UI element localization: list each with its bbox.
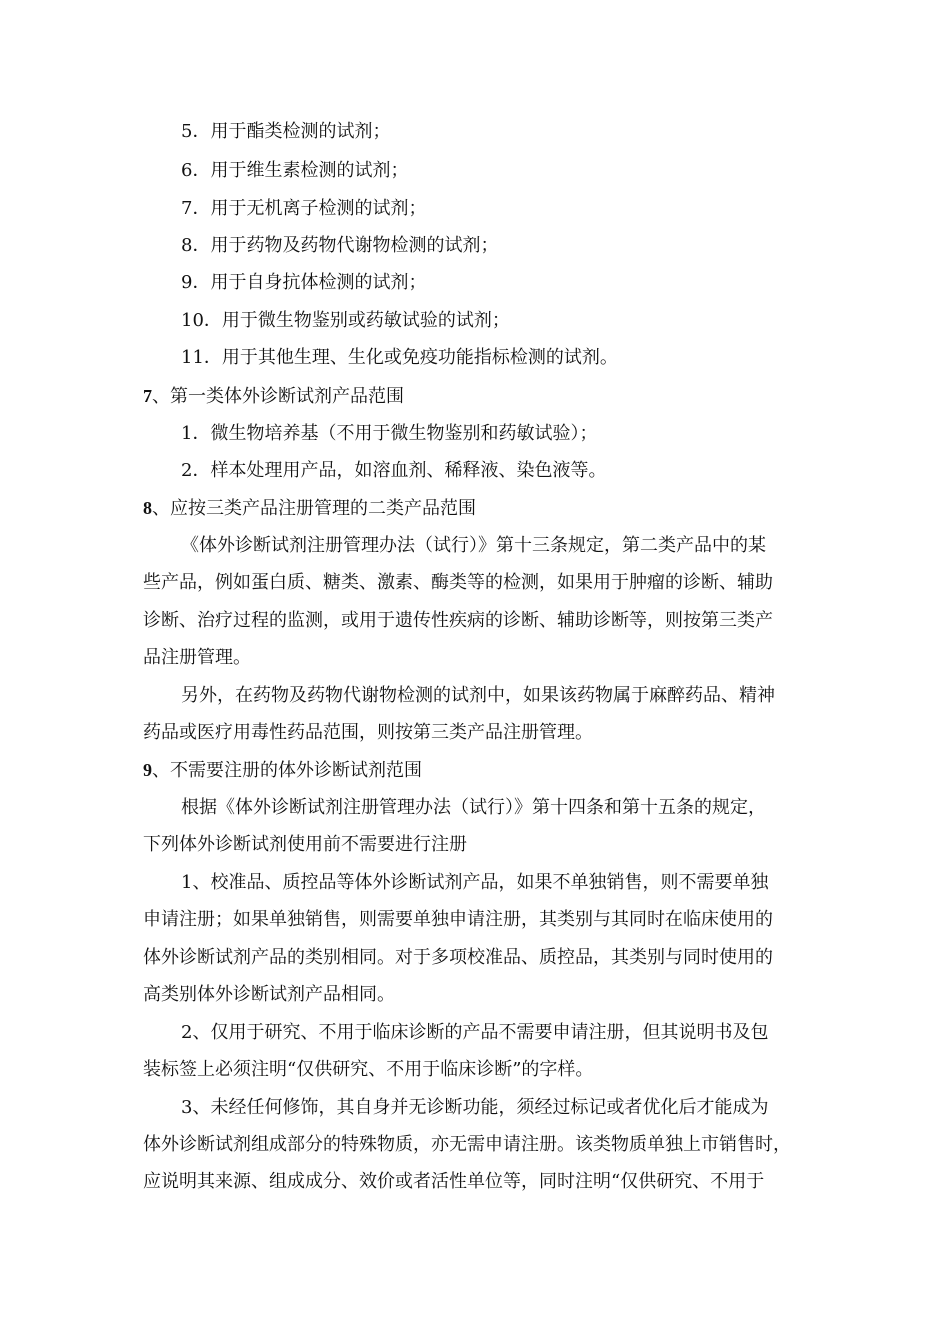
list-item: 5．用于酯类检测的试剂；	[181, 121, 391, 142]
list-item: 2．样本处理用产品，如溶血剂、稀释液、染色液等。	[181, 460, 607, 481]
section-title: 、应按三类产品注册管理的二类产品范围	[152, 498, 476, 519]
list-item: 9．用于自身抗体检测的试剂；	[181, 272, 427, 293]
paragraph-line: 下列体外诊断试剂使用前不需要进行注册	[143, 834, 467, 855]
list-item: 11．用于其他生理、生化或免疫功能指标检测的试剂。	[181, 347, 618, 368]
paragraph-line: 高类别体外诊断试剂产品相同。	[143, 984, 395, 1005]
paragraph-line: 装标签上必须注明“仅供研究、不用于临床诊断”的字样。	[143, 1059, 594, 1080]
paragraph-line: 另外，在药物及药物代谢物检测的试剂中，如果该药物属于麻醉药品、精神	[181, 685, 775, 706]
list-item: 1．微生物培养基（不用于微生物鉴别和药敏试验）；	[181, 423, 598, 444]
paragraph-line: 体外诊断试剂组成部分的特殊物质，亦无需申请注册。该类物质单独上市销售时，	[143, 1134, 791, 1155]
section-number: 8	[143, 498, 152, 518]
paragraph-line: 申请注册；如果单独销售，则需要单独申请注册，其类别与其同时在临床使用的	[143, 909, 773, 930]
list-item: 10．用于微生物鉴别或药敏试验的试剂；	[181, 310, 510, 331]
paragraph-line: 些产品，例如蛋白质、糖类、激素、酶类等的检测，如果用于肿瘤的诊断、辅助	[143, 572, 773, 593]
section-title: 、不需要注册的体外诊断试剂范围	[152, 760, 422, 781]
paragraph-line: 体外诊断试剂产品的类别相同。对于多项校准品、质控品，其类别与同时使用的	[143, 947, 773, 968]
paragraph-line: 根据《体外诊断试剂注册管理办法（试行）》第十四条和第十五条的规定，	[181, 797, 766, 818]
paragraph-line: 品注册管理。	[143, 647, 251, 668]
paragraph-line: 2、仅用于研究、不用于临床诊断的产品不需要申请注册，但其说明书及包	[181, 1022, 769, 1043]
list-item: 7．用于无机离子检测的试剂；	[181, 198, 427, 219]
paragraph-line: 诊断、治疗过程的监测，或用于遗传性疾病的诊断、辅助诊断等，则按第三类产	[143, 610, 773, 631]
paragraph-line: 《体外诊断试剂注册管理办法（试行）》第十三条规定，第二类产品中的某	[181, 535, 766, 556]
list-item: 8．用于药物及药物代谢物检测的试剂；	[181, 235, 499, 256]
section-number: 7	[143, 386, 152, 406]
paragraph-line: 1、校准品、质控品等体外诊断试剂产品，如果不单独销售，则不需要单独	[181, 872, 769, 893]
paragraph-line: 3、未经任何修饰，其自身并无诊断功能，须经过标记或者优化后才能成为	[181, 1097, 769, 1118]
section-heading-7	[0, 384, 950, 409]
paragraph-line: 应说明其来源、组成成分、效价或者活性单位等，同时注明“仅供研究、不用于	[143, 1171, 765, 1192]
section-title: 、第一类体外诊断试剂产品范围	[152, 386, 404, 407]
section-heading-9	[0, 758, 950, 783]
paragraph-line: 药品或医疗用毒性药品范围，则按第三类产品注册管理。	[143, 722, 593, 743]
section-number: 9	[143, 760, 152, 780]
section-heading-8	[0, 496, 950, 521]
list-item: 6．用于维生素检测的试剂；	[181, 160, 409, 181]
